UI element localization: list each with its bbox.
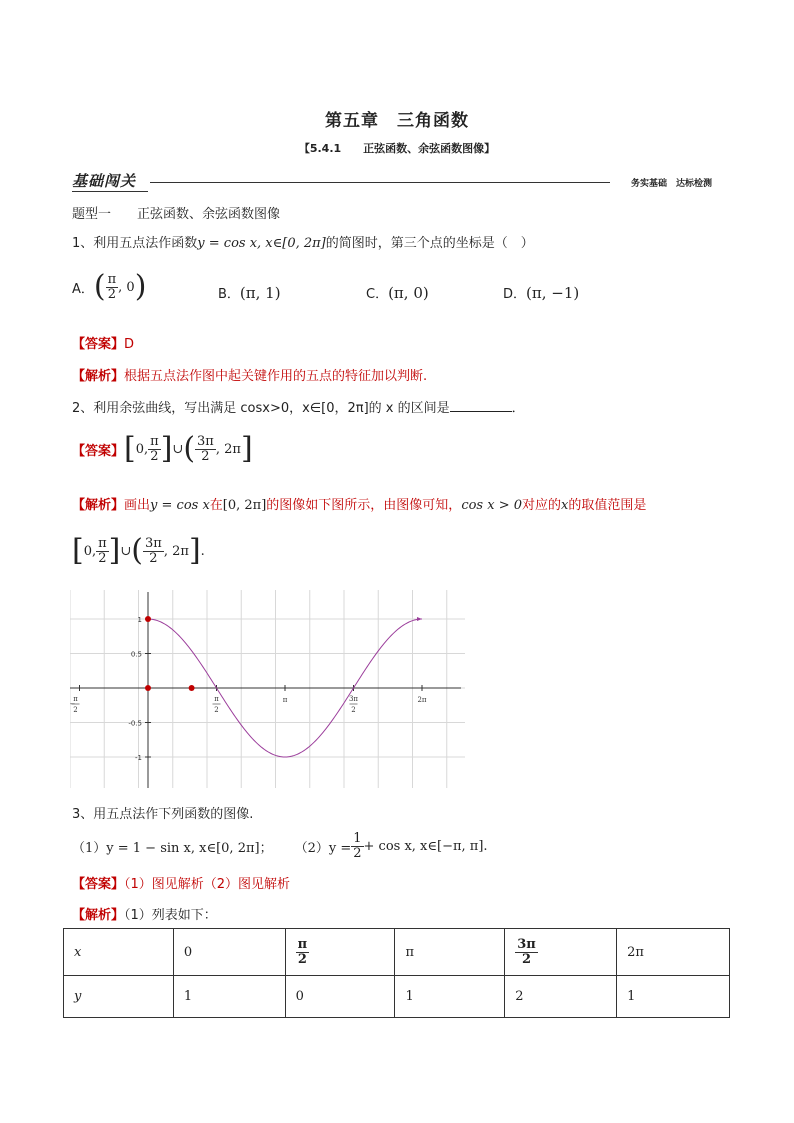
q3-analysis-text: （1）列表如下： [124, 908, 217, 923]
q3-part-2-fraction [351, 832, 363, 860]
q2-period: ． [511, 401, 525, 416]
q2-ans-b-num: 3π [197, 433, 214, 449]
table-frac [296, 938, 310, 966]
q3-part-2-prefix: （2）y = [294, 840, 352, 856]
table-cell: 2 [505, 976, 617, 1018]
q1-analysis-text: 根据五点法作图中起关键作用的五点的特征加以判断. [124, 369, 428, 384]
option-a-open-paren: ( [93, 269, 106, 304]
q2-res-union: ∪ [120, 543, 132, 559]
table-cell: 1 [617, 976, 730, 1018]
table-cell: 0 [173, 929, 285, 976]
y-tick-label: 0.5 [130, 650, 142, 659]
q3-parts [72, 828, 488, 864]
table-row-x [64, 929, 730, 976]
q2-analysis-formula: y = cos x [150, 498, 210, 513]
q2-res-b-close: ] [188, 533, 201, 568]
analysis-tag: 【解析】 [72, 369, 125, 384]
q2-ans-b-rest: , 2π [215, 441, 241, 457]
q2-analysis-2: 在 [209, 498, 223, 513]
table-frac-den: 2 [297, 951, 307, 967]
x-tick-label-den: 2 [351, 706, 356, 714]
option-d-label: D． [503, 287, 527, 302]
table-cell: 0 [285, 976, 395, 1018]
option-a-num: π [107, 271, 117, 287]
cosine-graph [70, 590, 465, 788]
q3-analysis [72, 904, 217, 923]
q2-res-a-frac [96, 537, 109, 565]
q2-ans-a-frac [148, 435, 161, 463]
q2-res-b-rest: , 2π [163, 543, 189, 559]
x-tick-label-den: 2 [214, 706, 219, 714]
y-tick-label: -0.5 [128, 719, 142, 728]
q2-ans-zero: 0, [135, 441, 149, 457]
table-cell: π [395, 929, 505, 976]
table-frac [515, 938, 538, 966]
q2-ans-b-frac [195, 435, 216, 463]
x-tick-label-num: π [214, 695, 219, 703]
q2-ans-b-open: ( [183, 431, 196, 466]
table-cell: x [64, 929, 174, 976]
topic-heading: 题型一 正弦函数、余弦函数图像 [72, 207, 281, 222]
x-tick-label: π [282, 696, 288, 704]
option-a-label: A． [72, 281, 94, 297]
option-b-value: (π, 1) [239, 283, 281, 302]
q3-part-2-den: 2 [353, 845, 362, 861]
x-tick-label-den: 2 [73, 706, 78, 714]
q2-ans-b-close: ] [240, 431, 253, 466]
question-3: 3、用五点法作下列函数的图像. [72, 807, 254, 822]
data-point [189, 685, 195, 691]
q2-res-b-den: 2 [149, 550, 158, 566]
q1-formula: y = cos x, x∈[0, 2π] [197, 236, 326, 251]
q2-res-a-open: [ [72, 533, 84, 568]
q3-part-1: （1）y = 1 − sin x, x∈[0, 2π]； [72, 840, 273, 856]
q2-result-interval [72, 528, 205, 574]
section-divider [150, 182, 610, 183]
q1-answer [72, 333, 134, 352]
answer-tag: 【答案】 [72, 877, 125, 892]
option-b-label: B． [218, 287, 240, 302]
question-2 [72, 397, 525, 416]
q2-res-b-open: ( [131, 533, 144, 568]
q1-answer-value: D [124, 337, 135, 352]
option-c-value: (π, 0) [388, 283, 429, 302]
option-a-rest: , 0 [118, 279, 135, 295]
q1-text-after: 的简图时，第三个点的坐标是（ ） [325, 236, 534, 251]
table-frac-den: 2 [522, 951, 532, 967]
x-tick-label-num: π [73, 695, 78, 703]
q2-analysis-range: [0, 2π] [222, 498, 267, 513]
question-1 [72, 232, 534, 251]
q3-part-2-num: 1 [353, 830, 362, 846]
q2-analysis-4: 对应的 [521, 498, 561, 513]
q3-answer [72, 873, 290, 892]
y-tick-label: -1 [135, 754, 142, 762]
q2-analysis-1: 画出 [124, 498, 151, 513]
q2-blank[interactable] [450, 400, 512, 412]
q2-ans-a-num: π [150, 433, 159, 449]
q2-analysis-x: x [561, 498, 569, 513]
q2-ans-union: ∪ [172, 441, 184, 457]
curve-arrow [417, 617, 422, 621]
q2-analysis-3: 的图像如下图所示，由图像可知， [266, 498, 462, 513]
section-subtitle: 【5.4.1 正弦函数、余弦函数图像】 [298, 142, 496, 155]
q1-analysis [72, 365, 427, 384]
q2-text: 2、利用余弦曲线，写出满足 cosx>0，x∈[0，2π]的 x 的区间是 [72, 401, 450, 416]
data-point [145, 685, 151, 691]
q2-analysis-cond: cos x > 0 [461, 498, 522, 513]
q2-ans-b-den: 2 [201, 448, 210, 464]
q2-res-a-close: ] [108, 533, 121, 568]
option-d[interactable] [503, 283, 579, 302]
option-a-close-paren: ) [134, 269, 147, 304]
five-point-table [63, 928, 730, 1018]
q2-res-a-num: π [98, 535, 107, 551]
option-d-value: (π, −1) [526, 283, 580, 302]
answer-tag: 【答案】 [72, 337, 125, 352]
table-cell-frac [285, 929, 395, 976]
q2-res-b-frac [143, 537, 164, 565]
q2-res-zero: 0, [83, 543, 97, 559]
table-cell: 1 [173, 976, 285, 1018]
q2-ans-a-open: [ [124, 431, 136, 466]
q3-part-2-suffix: + cos x, x∈[−π, π]. [363, 838, 488, 854]
q2-ans-a-close: ] [160, 431, 173, 466]
q2-res-a-den: 2 [98, 550, 107, 566]
q2-ans-a-den: 2 [150, 448, 159, 464]
option-c[interactable] [366, 283, 429, 302]
table-row-y [64, 976, 730, 1018]
option-c-label: C． [366, 287, 389, 302]
section-underline [72, 191, 148, 192]
section-right-text: 务实基础 达标检测 [630, 179, 712, 189]
q2-answer [72, 426, 253, 472]
x-tick-label: 2π [417, 696, 427, 704]
table-frac-num: π [297, 936, 308, 952]
answer-tag: 【答案】 [72, 443, 125, 459]
x-tick-label-minus: − [70, 700, 76, 708]
q2-analysis-5: 的取值范围是 [568, 498, 647, 513]
q2-res-b-num: 3π [145, 535, 162, 551]
table-frac-num: 3π [517, 936, 536, 952]
y-tick-label: 1 [137, 616, 142, 624]
table-cell-frac [505, 929, 617, 976]
q1-options [72, 269, 712, 316]
x-tick-label-num: 3π [348, 695, 359, 703]
data-point [145, 616, 151, 622]
table-cell: 1 [395, 976, 505, 1018]
chapter-title: 第五章 三角函数 [325, 111, 469, 131]
option-a-den: 2 [107, 286, 117, 302]
analysis-tag: 【解析】 [72, 498, 125, 513]
table-cell: 2π [617, 929, 730, 976]
q1-text-before: 1、利用五点法作函数 [72, 236, 198, 251]
q2-analysis [72, 494, 646, 513]
section-label: 基础闯关 [72, 172, 137, 190]
section-header [72, 170, 712, 192]
option-a-fraction [106, 273, 119, 301]
q3-answer-value: （1）图见解析（2）图见解析 [124, 877, 291, 892]
analysis-tag: 【解析】 [72, 908, 125, 923]
table-cell: y [64, 976, 174, 1018]
option-a[interactable] [72, 269, 147, 304]
option-b[interactable] [218, 283, 281, 302]
q2-res-tail: . [200, 543, 205, 559]
